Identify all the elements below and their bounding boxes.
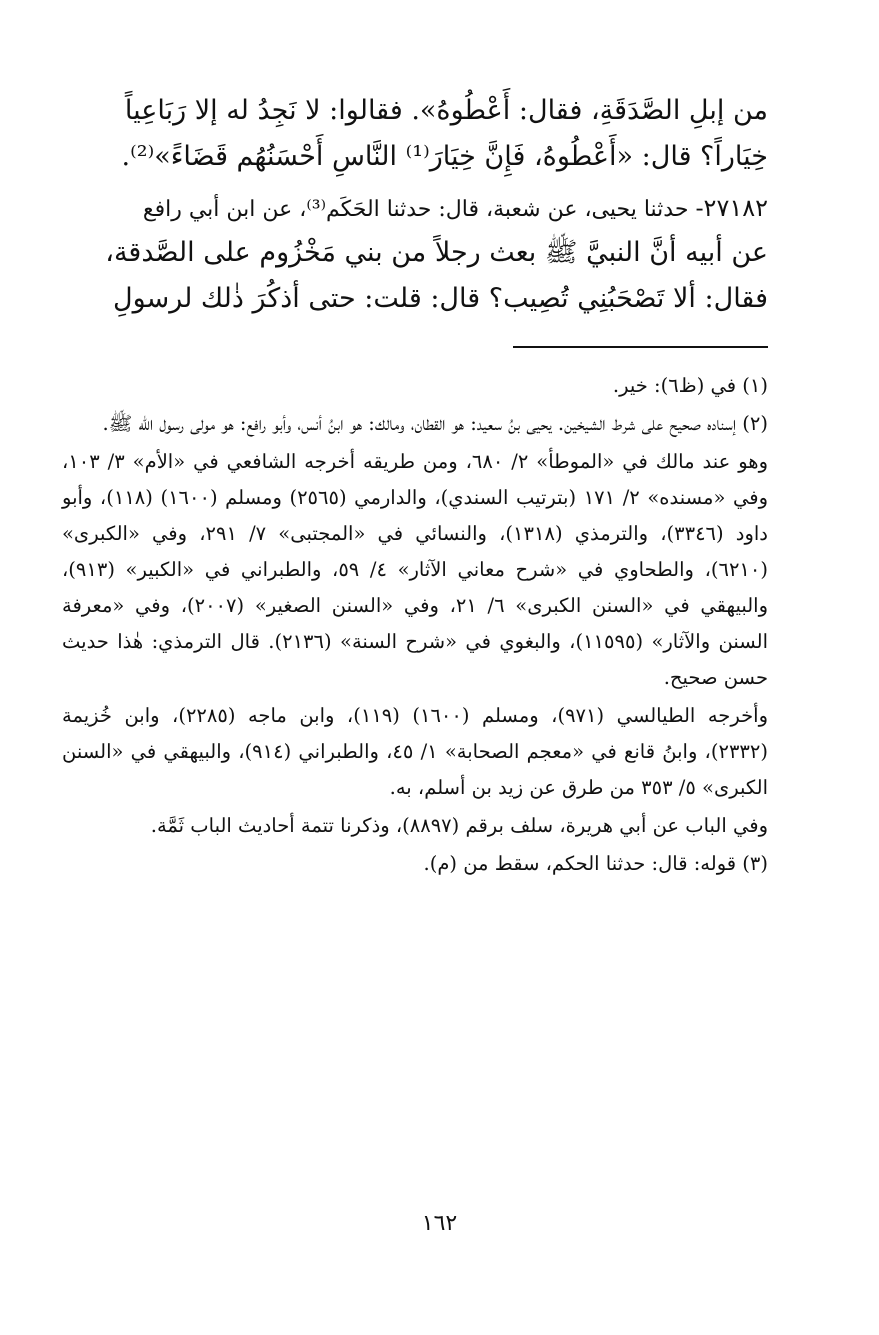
page-number: ١٦٢ [421,1211,458,1236]
main-line: خِيَاراً؟ قال: «أَعْطُوهُ، فَإِنَّ خِيَارَ⁽¹⁾ النَّاسِ أَحْسَنُهُم قَضَاءً»⁽²⁾. [121,141,768,172]
main-line: فقال: ألا تَصْحَبُنِي تُصِيب؟ قال: قلت: حتى أذكُرَ ذٰلك لرسولِ [113,283,768,314]
footnote-divider [513,346,768,348]
footnote-2-paragraph: وهو عند مالك في «الموطأ» ٢/ ٦٨٠، ومن طريقه أخرجه الشافعي في «الأم» ٣/ ١٠٣، وفي «مسنده» ٢/ ١٧١ (بترتيب السندي)، والدارمي (٢٥٦٥) ومسلم (١٦٠٠) (١١٨)، وأبو داود (٣٣٤٦)، والترمذي (١٣١٨)، والنسائي في «المجتبى» ٧/ ٢٩١، وفي «الكبرى» (٦٢١٠)، والطحاوي في «شرح معاني الآثار» ٤/ ٥٩، والطبراني في «الكبير» (٩١٣)، والبيهقي في «السنن الكبرى» ٦/ ٢١، وفي «السنن الصغير» (٢٠٠٧)، وفي «معرفة السنن والآثار» (١١٥٩٥)، والبغوي في «شرح السنة» (٢١٣٦). قال الترمذي: هٰذا حديث حسن صحيح. [62,450,768,689]
footnote-2-paragraph: وفي الباب عن أبي هريرة، سلف برقم (٨٨٩٧)، وذكرنا تتمة أحاديث الباب ثَمَّة. [150,814,768,837]
hadith-number: ٢٧١٨٢- [695,194,768,222]
isnad-text: حدثنا يحيى، عن شعبة، قال: حدثنا الحَكَم⁽³⁾، عن ابن أبي رافع [142,197,696,222]
footnotes [62,368,768,882]
footnote-3: (٣) قوله: قال: حدثنا الحكم، سقط من (م). [423,852,768,875]
main-text [62,88,768,322]
footnote-1: (١) في (ظ٦): خير. [612,374,768,397]
main-line: من إبلِ الصَّدَقَةِ، فقال: أَعْطُوهُ». فقالوا: لا نَجِدُ له إلا رَبَاعِياً [124,95,768,126]
footnote-2-paragraph: وأخرجه الطيالسي (٩٧١)، ومسلم (١٦٠٠) (١١٩)، وابن ماجه (٢٢٨٥)، وابن خُزيمة (٢٣٣٢)، وابنُ قانع في «معجم الصحابة» ١/ ٤٥، والطبراني (٩١٤)، والبيهقي في «السنن الكبرى» ٥/ ٣٥٣ من طرق عن زيد بن أسلم، به. [62,704,768,799]
page-content [62,88,768,884]
hadith-isnad [62,188,768,230]
footnote-2: (٢) إسناده صحيح على شرط الشيخين. يحيى بنُ سعيد: هو القطان، ومالك: هو ابنُ أنس، وأبو رافع: هو مولى رسول الله ﷺ. [102,412,768,435]
main-line: عن أبيه أنَّ النبيَّ ﷺ بعث رجلاً من بني مَخْزُوم على الصَّدقة، [105,237,768,268]
